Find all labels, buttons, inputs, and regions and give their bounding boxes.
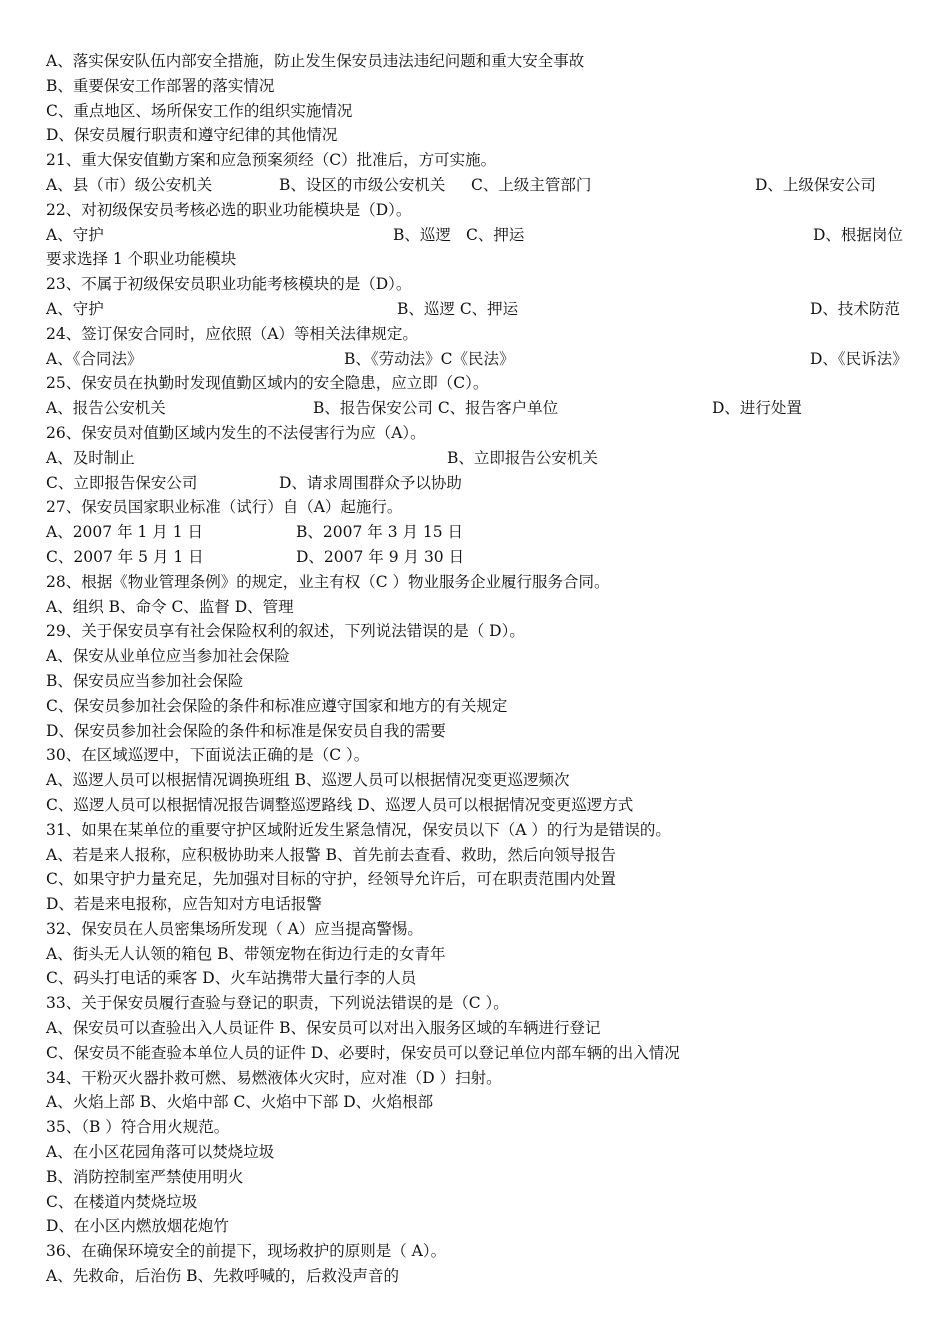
option-text: D、根据岗位 [813,225,903,244]
text-line [46,892,916,917]
text-line [46,1016,916,1041]
line-text: 32、保安员在人员密集场所发现（ A）应当提高警惕。 [46,919,423,938]
text-line [46,421,916,446]
line-text: 27、保安员国家职业标准（试行）自（A）起施行。 [46,498,403,517]
line-text: C、如果守护力量充足，先加强对目标的守护，经领导允许后，可在职责范围内处置 [46,870,616,889]
text-line [46,743,916,768]
line-text: B、保安员应当参加社会保险 [46,671,244,690]
option-text: D、《民诉法》 [810,349,908,368]
text-line [46,694,916,719]
text-line [46,1140,916,1165]
text-line [46,1090,916,1115]
text-line [46,1239,916,1264]
option-text: B、报告保安公司 C、报告客户单位 [313,399,559,418]
line-text: B、消防控制室严禁使用明火 [46,1167,244,1186]
option-text: A、及时制止 [46,448,135,467]
text-line [46,595,916,620]
text-line [46,719,916,744]
line-text: A、若是来人报称，应积极协助来人报警 B、首先前去查看、救助，然后向领导报告 [46,845,617,864]
option-text: B、《劳动法》C《民法》 [344,349,515,368]
line-text: A、巡逻人员可以根据情况调换班组 B、巡逻人员可以根据情况变更巡逻频次 [46,771,570,790]
text-line [46,644,916,669]
line-text: A、保安员可以查验出入人员证件 B、保安员可以对出入服务区域的车辆进行登记 [46,1019,601,1038]
text-line [46,768,916,793]
text-line [46,396,916,421]
document-body [46,49,916,1289]
line-text: D、若是来电报称，应告知对方电话报警 [46,895,322,914]
text-line [46,446,916,471]
option-text: A、《合同法》 [46,349,143,368]
line-text: D、保安员参加社会保险的条件和标准是保安员自我的需要 [46,721,446,740]
text-line [46,322,916,347]
text-line [46,843,916,868]
text-line [46,966,916,991]
option-text: B、巡逻 [393,225,451,244]
line-text: B、重要保安工作部署的落实情况 [46,76,275,95]
line-text: 33、关于保安员履行查验与登记的职责，下列说法错误的是（C ）。 [46,994,509,1013]
line-text: 21、重大保安值勤方案和应急预案须经（C）批准后，方可实施。 [46,151,497,170]
line-text: C、在楼道内焚烧垃圾 [46,1192,198,1211]
line-text: D、保安员履行职责和遵守纪律的其他情况 [46,126,338,145]
option-text: A、守护 [46,299,104,318]
text-line [46,1214,916,1239]
text-line [46,793,916,818]
line-text: C、保安员参加社会保险的条件和标准应遵守国家和地方的有关规定 [46,696,508,715]
line-text: A、落实保安队伍内部安全措施，防止发生保安员违法违纪问题和重大安全事故 [46,52,585,70]
line-text: 30、在区域巡逻中，下面说法正确的是（C ）。 [46,746,370,765]
option-text: C、立即报告保安公司 [46,473,198,492]
line-text: A、先救命，后治伤 B、先救呼喊的，后救没声音的 [46,1267,400,1286]
option-text: A、县（市）级公安机关 [46,175,213,194]
text-line [46,867,916,892]
option-text: B、设区的市级公安机关 [279,175,446,194]
text-line [46,1190,916,1215]
line-text: A、保安从业单位应当参加社会保险 [46,647,290,666]
option-text: D、进行处置 [712,399,802,418]
text-line [46,173,916,198]
text-line [46,619,916,644]
text-line [46,371,916,396]
text-line [46,272,916,297]
text-line [46,570,916,595]
text-line [46,991,916,1016]
line-text: 23、不属于初级保安员职业功能考核模块的是（D）。 [46,275,412,294]
line-text: A、火焰上部 B、火焰中部 C、火焰中下部 D、火焰根部 [46,1093,434,1112]
text-line [46,1041,916,1066]
text-line [46,669,916,694]
line-text: 24、签订保安合同时，应依照（A）等相关法律规定。 [46,324,418,343]
line-text: C、重点地区、场所保安工作的组织实施情况 [46,101,353,120]
text-line [46,1165,916,1190]
option-text: C、押运 [466,225,525,244]
option-text: B、巡逻 C、押运 [397,299,519,318]
line-text: 36、在确保环境安全的前提下，现场救护的原则是（ A）。 [46,1242,447,1261]
text-line [46,471,916,496]
option-text: B、2007 年 3 月 15 日 [296,523,464,542]
line-text: 26、保安员对值勤区域内发生的不法侵害行为应（A）。 [46,423,426,442]
line-text: 35、（B ）符合用火规范。 [46,1118,230,1137]
text-line [46,1066,916,1091]
option-text: D、上级保安公司 [755,175,876,194]
text-line [46,148,916,173]
option-text: A、报告公安机关 [46,399,166,418]
text-line [46,123,916,148]
line-text: C、码头打电话的乘客 D、火车站携带大量行李的人员 [46,969,417,988]
option-text: C、2007 年 5 月 1 日 [46,547,204,566]
text-line [46,917,916,942]
line-text: 29、关于保安员享有社会保险权利的叙述，下列说法错误的是（ D）。 [46,622,525,641]
text-line [46,495,916,520]
option-text: D、请求周围群众予以协助 [279,473,462,492]
option-text: C、上级主管部门 [471,175,592,194]
line-text: C、巡逻人员可以根据情况报告调整巡逻路线 D、巡逻人员可以根据情况变更巡逻方式 [46,795,634,814]
text-line [46,297,916,322]
option-text: D、2007 年 9 月 30 日 [296,547,465,566]
line-text: A、街头无人认领的箱包 B、带领宠物在街边行走的女青年 [46,944,446,963]
line-text: 25、保安员在执勤时发现值勤区域内的安全隐患，应立即（C）。 [46,374,489,393]
text-line [46,247,916,272]
line-text: 22、对初级保安员考核必选的职业功能模块是（D）。 [46,200,412,219]
text-line [46,198,916,223]
text-line [46,99,916,124]
text-line [46,1115,916,1140]
line-text: 要求选择 1 个职业功能模块 [46,250,237,269]
line-text: 31、如果在某单位的重要守护区域附近发生紧急情况，保安员以下（A ）的行为是错误的。 [46,820,671,839]
text-line [46,942,916,967]
text-line [46,1264,916,1289]
option-text: A、2007 年 1 月 1 日 [46,523,203,542]
option-text: A、守护 [46,225,104,244]
text-line [46,49,916,74]
text-line [46,818,916,843]
text-line [46,347,916,372]
line-text: 28、根据《物业管理条例》的规定，业主有权（C ）物业服务企业履行服务合同。 [46,572,610,591]
option-text: D、技术防范 [810,299,900,318]
text-line [46,74,916,99]
line-text: 34、干粉灭火器扑救可燃、易燃液体火灾时，应对准（D ）扫射。 [46,1068,502,1087]
line-text: C、保安员不能查验本单位人员的证件 D、必要时，保安员可以登记单位内部车辆的出入情况 [46,1043,680,1062]
text-line [46,223,916,248]
line-text: D、在小区内燃放烟花炮竹 [46,1217,229,1236]
line-text: A、在小区花园角落可以焚烧垃圾 [46,1143,275,1162]
text-line [46,545,916,570]
line-text: A、组织 B、命令 C、监督 D、管理 [46,597,294,616]
option-text: B、立即报告公安机关 [447,448,598,467]
text-line [46,520,916,545]
